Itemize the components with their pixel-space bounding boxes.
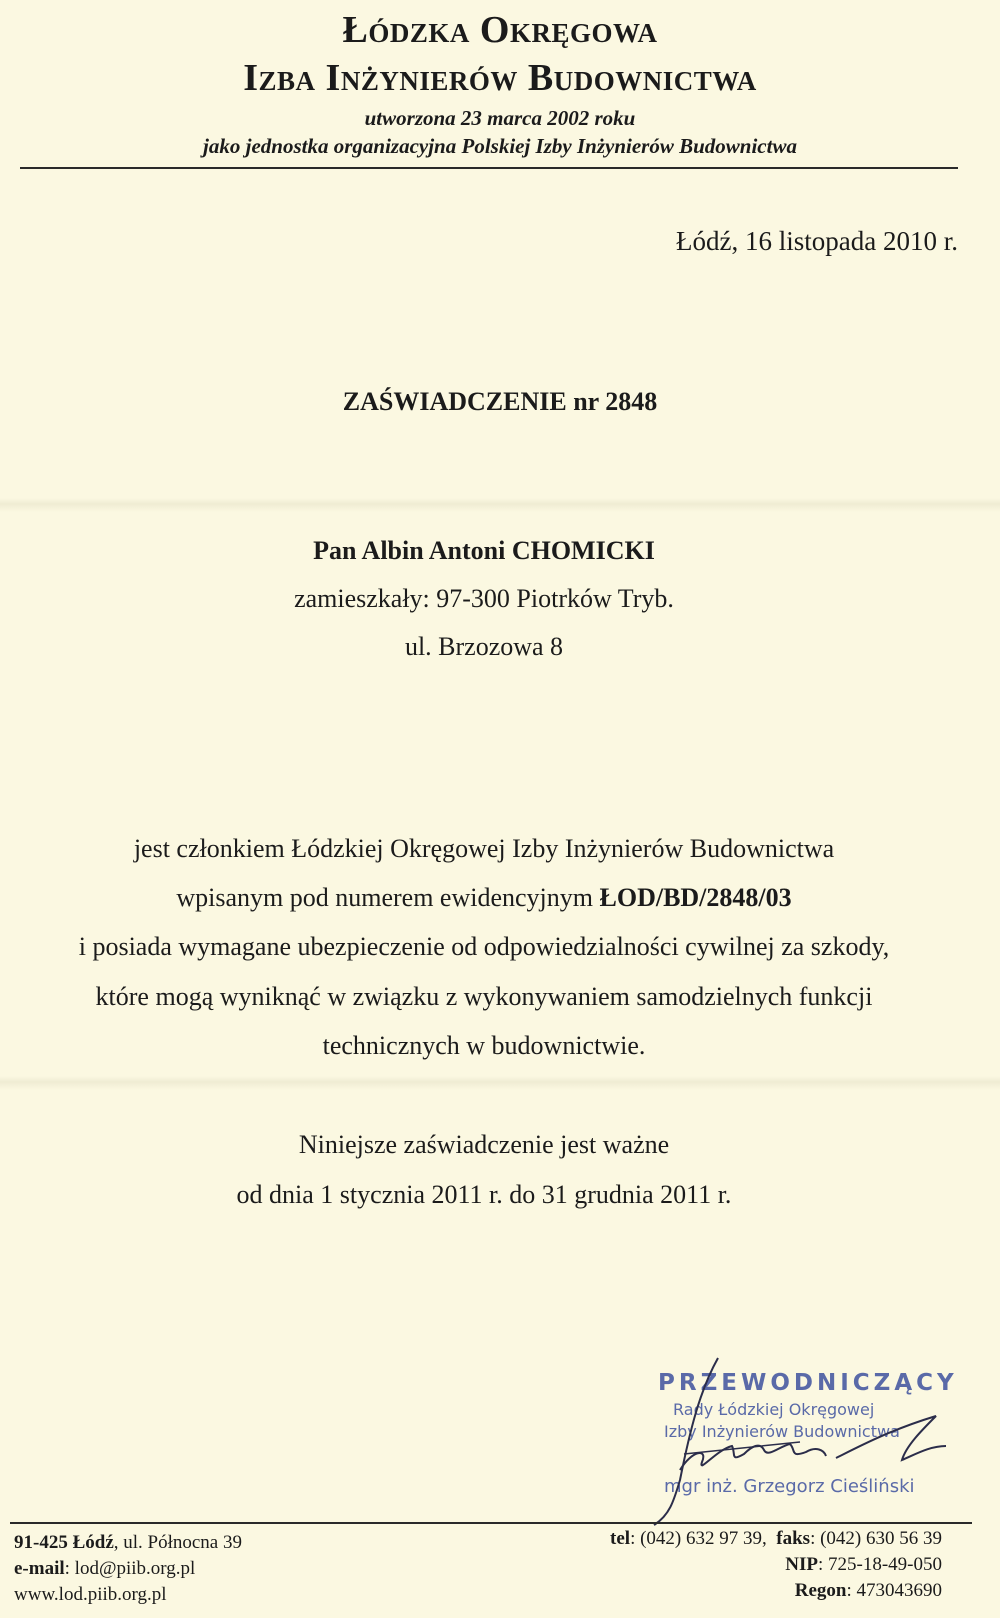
org-subtitle-affiliation: jako jednostka organizacyjna Polskiej Izby Inżynierów Budownictwa xyxy=(203,134,797,158)
recipient-name: Pan Albin Antoni CHOMICKI xyxy=(313,536,655,565)
body-line-3: i posiada wymagane ubezpieczenie od odpowiedzialności cywilnej za szkody, xyxy=(78,932,890,961)
body-line-1: jest członkiem Łódzkiej Okręgowej Izby Inżynierów Budownictwa xyxy=(133,834,835,863)
footer-address xyxy=(14,1530,242,1556)
body-line-2-prefix: wpisanym pod numerem ewidencyjnym xyxy=(176,883,600,912)
footer-postal-city: 91-425 Łódź xyxy=(14,1532,114,1553)
footer-tel-value: : (042) 632 97 39, xyxy=(630,1528,767,1549)
footer-email xyxy=(14,1556,242,1582)
footer-regon-value: : 473043690 xyxy=(846,1580,942,1601)
stamp-line-chamber: Izby Inżynierów Budownictwa xyxy=(664,1422,900,1441)
stamp-title: PRZEWODNICZĄCY xyxy=(658,1370,958,1396)
footer-regon-label: Regon xyxy=(794,1580,847,1601)
footer-email-label: e-mail xyxy=(14,1558,65,1579)
stamp-line-council: Rady Łódzkiej Okręgowej xyxy=(673,1400,875,1419)
footer-divider xyxy=(10,1522,972,1524)
footer-contact-left xyxy=(14,1530,242,1608)
footer-regon xyxy=(610,1578,942,1604)
document-date: Łódź, 16 listopada 2010 r. xyxy=(676,226,958,256)
body-line-4: które mogą wyniknąć w związku z wykonywaniem samodzielnych funkcji xyxy=(95,982,873,1011)
body-line-5: technicznych w budownictwie. xyxy=(322,1031,646,1060)
footer-contact-right xyxy=(610,1526,942,1604)
document-title: ZAŚWIADCZENIE nr 2848 xyxy=(342,387,658,416)
footer-nip xyxy=(610,1552,942,1578)
body-line-2 xyxy=(0,883,968,913)
footer-fax-label: faks xyxy=(776,1528,811,1549)
footer-fax-value: : (042) 630 56 39 xyxy=(810,1528,942,1549)
footer-website: www.lod.piib.org.pl xyxy=(14,1584,167,1605)
footer-nip-label: NIP xyxy=(785,1554,818,1575)
org-name-line1: Łódzka Okręgowa xyxy=(342,9,658,51)
footer-phone-fax xyxy=(610,1526,942,1552)
validity-line-2: od dnia 1 stycznia 2011 r. do 31 grudnia 2011 r. xyxy=(236,1180,732,1209)
footer-street: , ul. Północna 39 xyxy=(113,1532,242,1553)
header-divider xyxy=(20,167,958,169)
footer-nip-value: : 725-18-49-050 xyxy=(817,1554,942,1575)
stamp-line-signatory: mgr inż. Grzegorz Cieśliński xyxy=(664,1476,915,1497)
org-subtitle-founded: utworzona 23 marca 2002 roku xyxy=(364,106,636,130)
handwritten-signature xyxy=(640,1350,1000,1530)
org-name-line2: Izba Inżynierów Budownictwa xyxy=(243,57,757,99)
footer-tel-label: tel xyxy=(610,1528,631,1549)
registration-number: ŁOD/BD/2848/03 xyxy=(599,883,792,912)
recipient-address-line2: ul. Brzozowa 8 xyxy=(404,632,564,661)
recipient-address-line1: zamieszkały: 97-300 Piotrków Tryb. xyxy=(294,584,674,613)
footer-email-value: : lod@piib.org.pl xyxy=(64,1558,196,1579)
validity-line-1: Niniejsze zaświadczenie jest ważne xyxy=(298,1130,670,1159)
